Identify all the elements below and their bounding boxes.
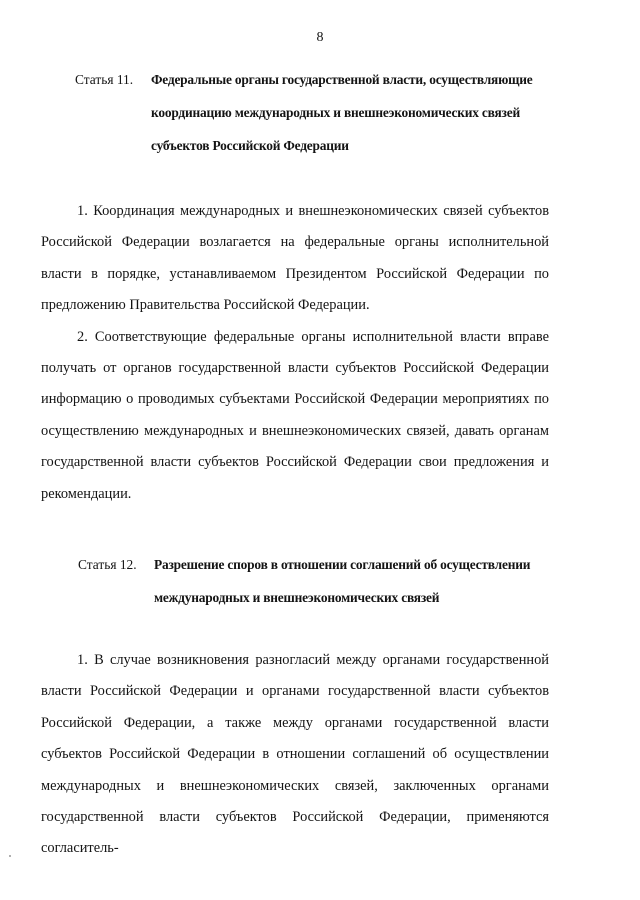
article-11-body <box>41 196 549 510</box>
article-11-paragraph-2: 2. Соответствующие федеральные органы исполнительной власти вправе получать от органов государственной власти субъектов Российской Федерации информацию о проводимых субъектами Российской Федерации мероприятиях по осуществлению международных и внешнеэкономических связей, давать органам государственной власти субъектов Российской Федерации свои предложения и рекомендации. <box>41 328 549 502</box>
article-11-title <box>151 63 575 162</box>
article-11-title-line: Федеральные органы государственной власти, осуществляющие <box>151 72 533 87</box>
article-11-title-line: координацию международных и внешнеэкономических связей <box>151 105 520 120</box>
article-12-paragraph-1: 1. В случае возникновения разногласий между органами государственной власти Российской Федерации и органами государственной власти субъектов Российской Федерации, а также между органами государственной власти субъектов Российской Федерации в отношении соглашений об осуществлении международных и внешнеэкономических связей, заключенных органами государственной власти субъектов Российской Федерации, применяются согласитель- <box>41 652 549 857</box>
scan-speck <box>9 855 11 857</box>
article-11-paragraph-1: 1. Координация международных и внешнеэкономических связей субъектов Российской Федерации возлагается на федеральные органы исполнительной власти в порядке, устанавливаемом Президентом Российской Федерации по предложению Правительства Российской Федерации. <box>41 203 549 314</box>
article-12-body <box>41 645 549 865</box>
article-12-title <box>154 548 578 614</box>
article-12-title-line: Разрешение споров в отношении соглашений об осуществлении <box>154 557 531 572</box>
article-12-label: Статья 12. <box>78 557 137 572</box>
article-11-label: Статья 11. <box>75 72 134 87</box>
article-11-heading <box>75 63 575 162</box>
article-12-title-line: международных и внешнеэкономических связей <box>154 590 440 605</box>
article-11-title-line: субъектов Российской Федерации <box>151 138 349 153</box>
page-number: 8 <box>316 30 324 45</box>
article-12-heading <box>78 548 578 614</box>
